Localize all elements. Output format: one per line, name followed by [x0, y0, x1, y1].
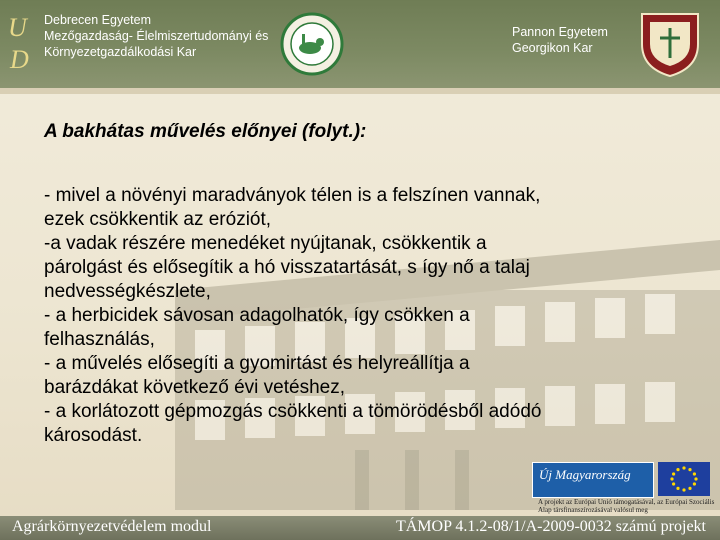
footer-module-label: Agrárkörnyezetvédelem modul — [12, 518, 212, 535]
body-line: párolgást és elősegítik a hó visszatartását, s így nő a talaj — [44, 257, 530, 278]
slide-content — [44, 120, 704, 448]
header-divider — [0, 88, 720, 94]
svg-text:U: U — [8, 13, 27, 42]
ud-logo-icon — [6, 10, 34, 74]
body-line: felhasználás, — [44, 329, 155, 350]
university-seal-icon — [280, 12, 344, 76]
body-line: - a korlátozott gépmozgás csökkenti a tömörödésből adódó — [44, 401, 542, 422]
body-line: - a herbicidek sávosan adagolhatók, így csökken a — [44, 305, 470, 326]
slide-body — [44, 184, 704, 448]
right-university-line: Georgikon Kar — [512, 41, 593, 55]
right-university-line: Pannon Egyetem — [512, 25, 608, 39]
left-university-name — [44, 12, 268, 60]
footer-project-label: TÁMOP 4.1.2-08/1/A-2009-0032 számú projekt — [395, 518, 706, 535]
right-university-name — [512, 24, 608, 56]
georgikon-shield-icon — [636, 8, 704, 80]
body-line: ezek csökkentik az eróziót, — [44, 209, 272, 230]
left-university-line: Mezőgazdaság- Élelmiszertudományi és — [44, 29, 269, 43]
body-line: barázdákat következő évi vetéshez, — [44, 377, 346, 398]
body-line: - a művelés elősegíti a gyomirtást és helyreállítja a — [44, 353, 470, 374]
eu-funding-note: A projekt az Európai Unió támogatásával, az Európai Szociális Alap társfinanszírozásával valósul meg — [538, 498, 715, 514]
header-band — [0, 0, 720, 88]
uj-magyarorszag-logo — [532, 462, 654, 498]
body-line: károsodást. — [44, 425, 143, 446]
body-line: nedvességkészlete, — [44, 281, 211, 302]
svg-text:D: D — [10, 45, 29, 74]
body-line: -a vadak részére menedéket nyújtanak, csökkentik a — [44, 233, 487, 254]
slide-heading: A bakhátas művelés előnyei (folyt.): — [44, 121, 367, 142]
eu-brand-label: Új Magyarország — [539, 467, 631, 482]
left-university-line: Környezetgazdálkodási Kar — [44, 45, 197, 59]
left-university-line: Debrecen Egyetem — [44, 13, 152, 27]
footer-band — [0, 516, 720, 540]
body-line: - mivel a növényi maradványok télen is a felszínen vannak, — [44, 185, 541, 206]
eu-flag-icon — [658, 462, 710, 496]
eu-funding-badge — [532, 462, 715, 516]
